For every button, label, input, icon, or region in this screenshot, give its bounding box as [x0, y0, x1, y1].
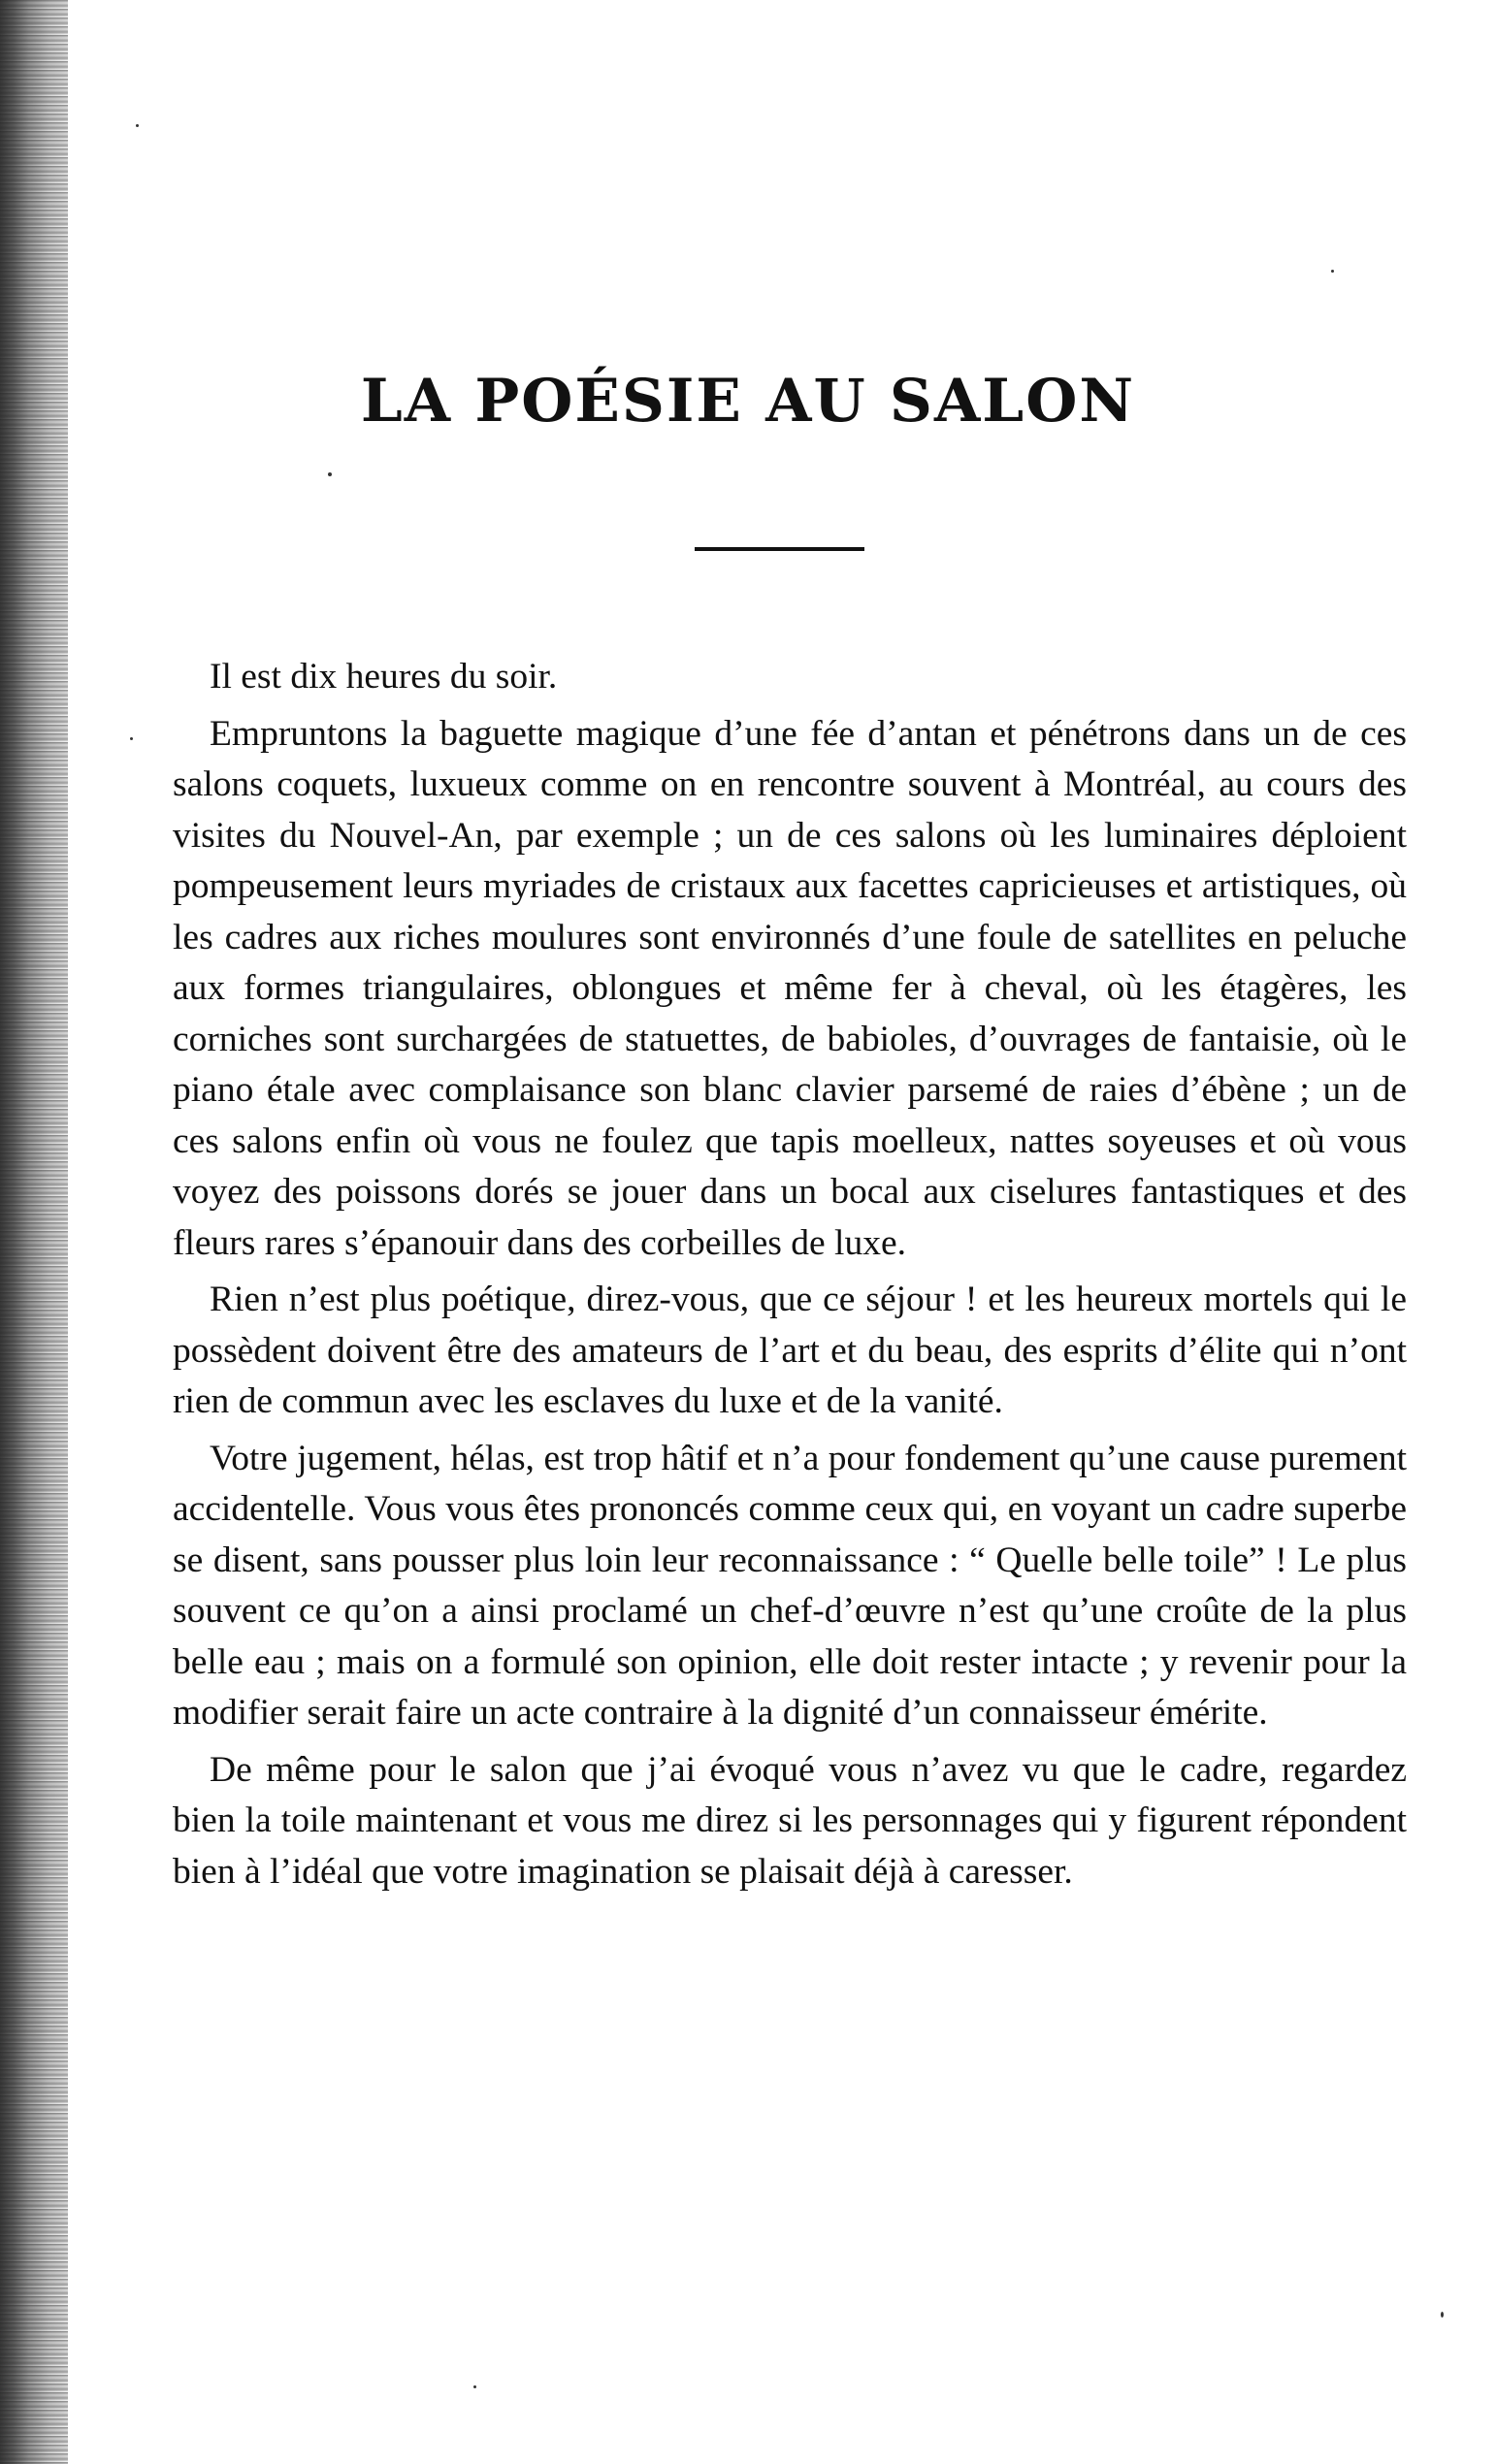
scan-speck: [328, 472, 332, 476]
body-text: [173, 652, 1407, 1903]
scan-speck: [136, 124, 139, 127]
title-divider: [695, 547, 864, 551]
paragraph-3: Rien n’est plus poétique, direz-vous, que ce séjour ! et les heureux mortels qui le possèdent doivent être des amateurs de l’art et du beau, des esprits d’élite qui n’ont rien de commun avec les esclaves du luxe et de la vanité.: [173, 1280, 1407, 1421]
scan-speck: [1441, 2312, 1444, 2318]
paragraph-4: Votre jugement, hélas, est trop hâtif et n’a pour fondement qu’une cause purement accidentelle. Vous vous êtes prononcés comme ceux qui, en voyant un cadre superbe se disent, sans pousser plus loin leur reconnaissance : “ Quelle belle toile” ! Le plus souvent ce qu’on a ainsi proclamé un chef-d’œuvre n’est qu’une croûte de la plus belle eau ; mais on a formulé son opinion, elle doit rester intacte ; y revenir pour la modifier serait faire un acte contraire à la dignité d’un connaisseur émérite.: [173, 1438, 1407, 1733]
scan-speck: [130, 737, 133, 740]
paragraph-5: De même pour le salon que j’ai évoqué vous n’avez vu que le cadre, regardez bien la toile maintenant et vous me direz si les personnages qui y figurent répondent bien à l’idéal que votre imagination se plaisait déjà à caresser.: [173, 1749, 1407, 1892]
scan-speck: [1331, 270, 1334, 273]
paragraph-1: Il est dix heures du soir.: [210, 657, 558, 697]
chapter-title: LA POÉSIE AU SALON: [360, 367, 1136, 436]
paragraph-2: Empruntons la baguette magique d’une fée d’antan et pénétrons dans un de ces salons coquets, luxueux comme on en rencontre souvent à Montréal, au cours des visites du Nouvel-An, par exemple ; un de ces salons où les luminaires déploient pompeusement leurs myriades de cristaux aux facettes capricieuses et artistiques, où les cadres aux riches moulures sont environnés d’une foule de satellites en peluche aux formes triangulaires, oblongues et même fer à cheval, où les étagères, les corniches sont surchargées de statuettes, de babioles, d’ouvrages de fantaisie, où le piano étale avec complaisance son blanc clavier parsemé de raies d’ébène ; un de ces salons enfin où vous ne foulez que tapis moelleux, nattes soyeuses et où vous voyez des poissons dorés se jouer dans un bocal aux ciselures fantastiques et des fleurs rares s’épanouir dans des corbeilles de luxe.: [173, 713, 1407, 1263]
scan-speck: [473, 2385, 476, 2388]
